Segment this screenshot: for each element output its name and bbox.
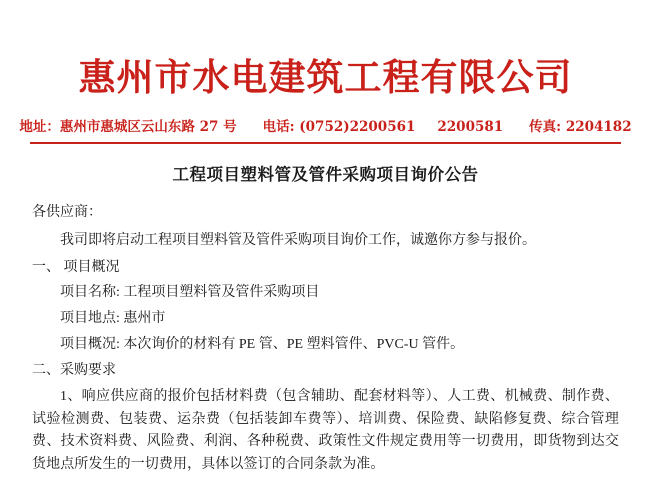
phone-label: 电话:	[262, 118, 295, 135]
address-block	[19, 115, 236, 135]
project-name-value: 工程项目塑料管及管件采购项目	[123, 285, 320, 301]
project-overview-label: 项目概况:	[60, 336, 120, 352]
address-value: 惠州市惠城区云山东路 27 号	[59, 118, 237, 135]
requirement-item-1: 1、响应供应商的报价包括材料费（包含辅助、配套材料等）、人工费、机械费、制作费、试验检测费、包装费、运杂费（包括装卸车费等）、培训费、保险费、缺陷修复费、综合管理费、技术资料费、风险费、利润、各种税费、政策性文件规定费用等一切费用，即货物到达交货地点所发生的一切费用，具体以签订的合同条款为准。	[32, 388, 619, 472]
phone-value: (0752)2200561	[299, 118, 416, 135]
document-body	[0, 162, 651, 477]
phone-block	[263, 115, 416, 135]
project-overview-value: 本次询价的材料有 PE 管、PE 塑料管件、PVC-U 管件。	[123, 336, 465, 352]
project-name-label: 项目名称:	[60, 285, 120, 301]
company-name: 惠州市水电建筑工程有限公司	[78, 55, 573, 99]
fax-value: 2204182	[565, 118, 632, 135]
document-title: 工程项目塑料管及管件采购项目询价公告	[172, 164, 479, 184]
letterhead	[0, 0, 651, 135]
fax-block	[529, 115, 631, 135]
project-overview-row	[32, 334, 619, 357]
salutation: 各供应商：	[32, 205, 102, 221]
phone-value-secondary: 2200581	[437, 118, 504, 135]
section-heading-two: 二、采购要求	[32, 363, 116, 379]
fax-label: 传真:	[529, 118, 562, 135]
project-location-value: 惠州市	[123, 310, 166, 326]
intro-paragraph: 我司即将启动工程项目塑料管及管件采购项目询价工作，诚邀你方参与报价。	[60, 232, 536, 248]
contact-row	[0, 115, 651, 135]
project-location-row	[32, 308, 619, 331]
section-heading-one: 一、 项目概况	[32, 259, 120, 275]
project-name-row	[32, 282, 619, 305]
address-label: 地址：	[19, 118, 60, 135]
letterhead-divider	[30, 142, 621, 144]
project-location-label: 项目地点:	[60, 310, 120, 326]
